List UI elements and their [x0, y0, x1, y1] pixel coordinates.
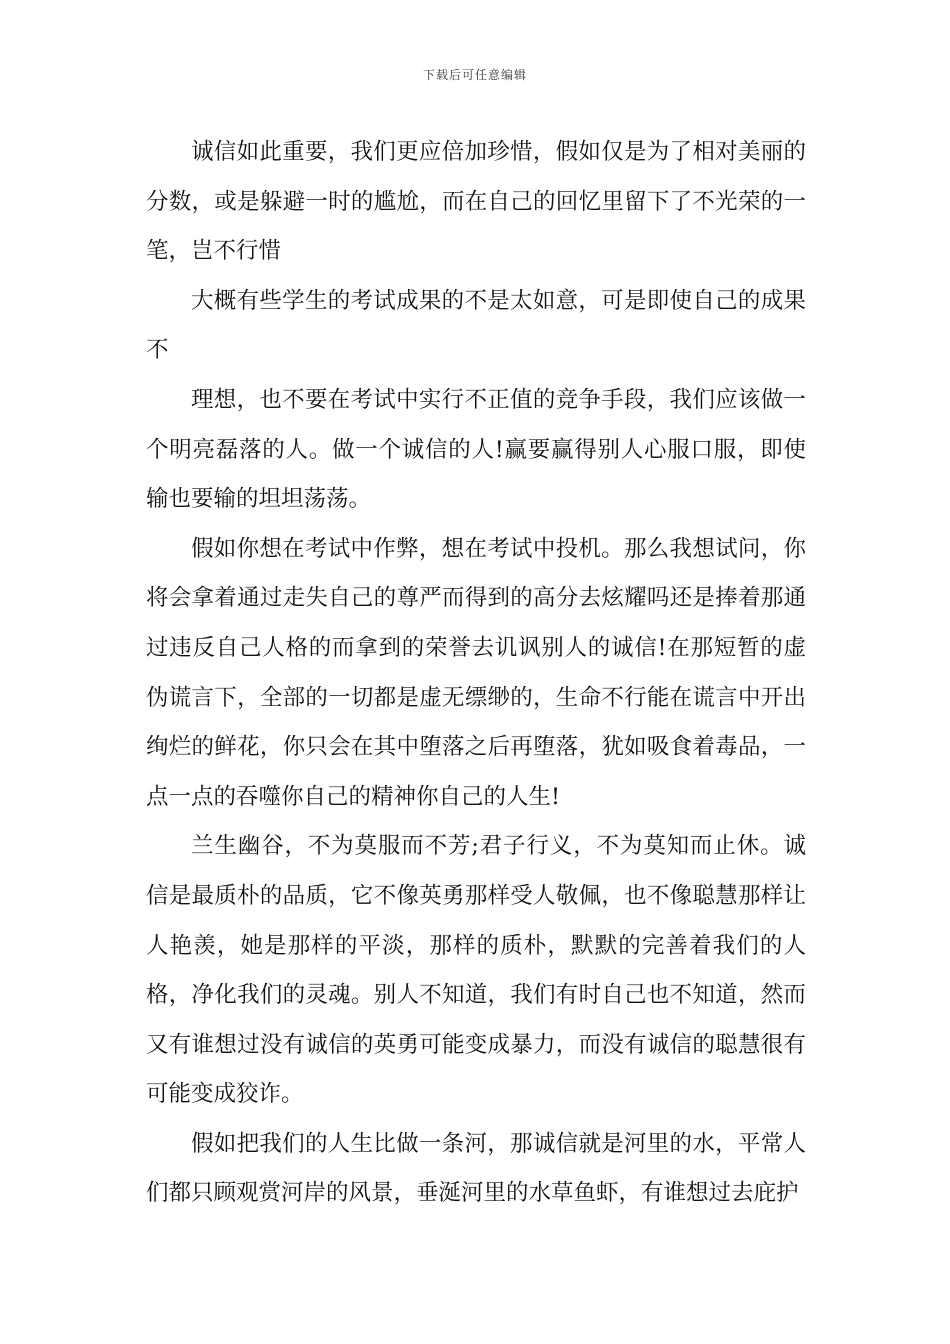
- paragraph-5: 兰生幽谷，不为莫服而不芳;君子行义，不为莫知而止休。诚信是最质朴的品质，它不像英勇那样受人敬佩，也不像聪慧那样让人艳羡，她是那样的平淡，那样的质朴，默默的完善着我们的人格，净化我们的灵魂。别人不知道，我们有时自己也不知道，然而又有谁想过没有诚信的英勇可能变成暴力，而没有诚信的聪慧很有可能变成狡诈。: [146, 833, 806, 1108]
- paragraph-6: 假如把我们的人生比做一条河，那诚信就是河里的水，平常人们都只顾观赏河岸的风景，垂涎河里的水草鱼虾，有谁想过去庇护: [146, 1130, 806, 1207]
- paragraph-3: 理想，也不要在考试中实行不正值的竞争手段，我们应该做一个明亮磊落的人。做一个诚信的人!赢要赢得别人心服口服，即使输也要输的坦坦荡荡。: [146, 386, 806, 513]
- document-body: [146, 128, 806, 1219]
- paragraph-1: 诚信如此重要，我们更应倍加珍惜，假如仅是为了相对美丽的分数，或是躲避一时的尴尬，而在自己的回忆里留下了不光荣的一笔，岂不行惜: [146, 139, 806, 265]
- paragraph-2: 大概有些学生的考试成果的不是太如意，可是即使自己的成果不: [146, 287, 806, 364]
- paragraph-4: 假如你想在考试中作弊，想在考试中投机。那么我想试问，你将会拿着通过走失自己的尊严而得到的高分去炫耀吗还是捧着那通过违反自己人格的而拿到的荣誉去讥讽别人的诚信!在那短暂的虚伪谎言下，全部的一切都是虚无缥缈的，生命不行能在谎言中开出绚烂的鲜花，你只会在其中堕落之后再堕落，犹如吸食着毒品，一点一点的吞噬你自己的精神你自己的人生!: [146, 535, 806, 810]
- page-header: 下载后可任意编辑: [422, 68, 527, 82]
